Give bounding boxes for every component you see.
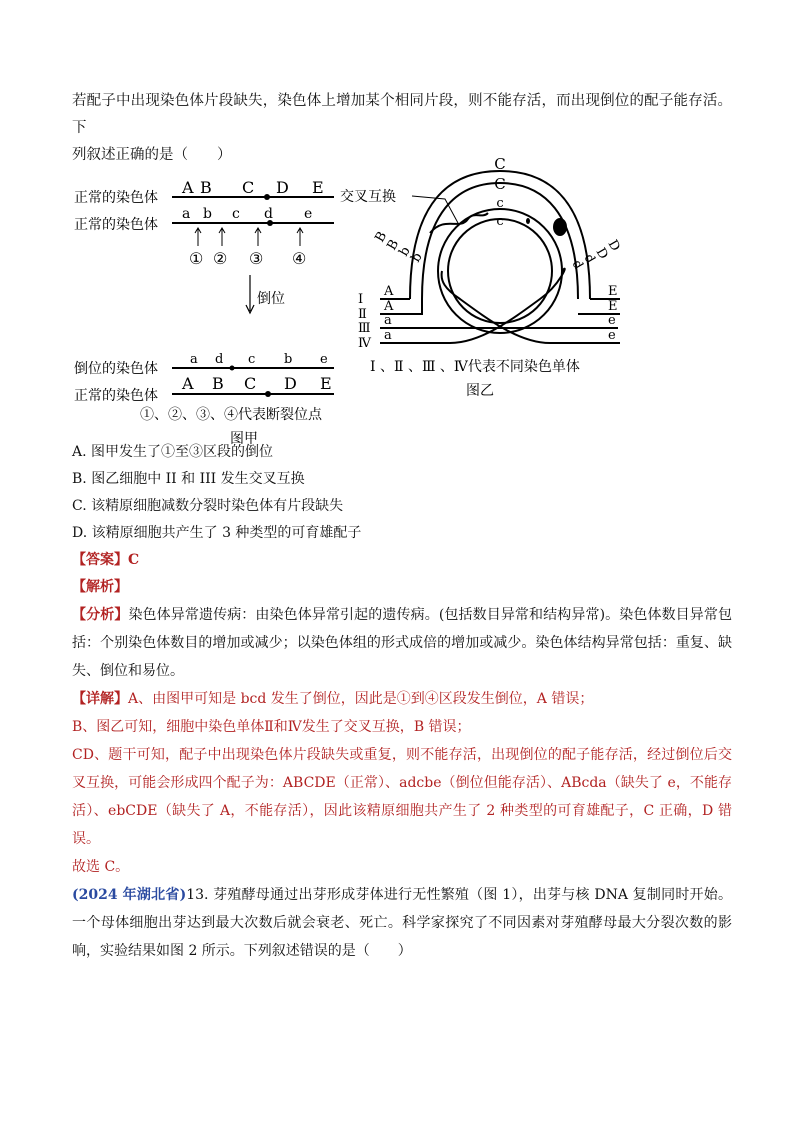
jia-gene: a: [182, 206, 191, 222]
yi-loop-top-gene: C: [494, 175, 506, 193]
fenxi-tag: 【分析】: [72, 607, 129, 623]
detail-text: 。: [115, 859, 130, 875]
option-b: B. 图乙细胞中 II 和 III 发生交叉互换: [72, 471, 305, 487]
jia-gene: A: [182, 374, 194, 393]
answer-value: C: [128, 552, 140, 568]
jia-gene: D: [284, 374, 297, 393]
jia-gene: C: [244, 374, 257, 393]
break-arrow-2: [219, 228, 225, 246]
detail-text: CD: [72, 747, 94, 763]
question-stem: [72, 88, 732, 169]
figure-yi: [340, 155, 650, 439]
yi-right-end-gene: E: [608, 299, 618, 314]
detail-text: A、由图甲可知是: [128, 691, 241, 707]
yi-right-end-gene: e: [608, 313, 616, 328]
detail-text: 错误。: [72, 803, 733, 847]
next-question-text: 芽殖酵母通过出芽形成芽体进行无性繁殖（图 1），出芽与核 DNA 复制同时开始。一个母体细胞出芽达到最大次数后就会衰老、死亡。科学家探究了不同因素对芽殖酵母最大分裂次数的影响，实验结果如图 2 所示。下列叙述错误的是（ ）: [72, 887, 732, 959]
detail-text: （缺失了: [606, 775, 668, 791]
jia-gene: b: [284, 352, 293, 367]
yi-loop-top-gene: C: [494, 155, 506, 173]
detail-text: 2: [486, 803, 496, 819]
break-point-label: ③: [249, 249, 264, 268]
chromatid-right-IV: [442, 271, 620, 343]
jia-row3-label: 倒位的染色体: [74, 361, 158, 377]
jia-centromere-3: [230, 366, 235, 371]
yi-loop-left-gene: b: [396, 244, 414, 259]
yi-left-end-gene: A: [384, 284, 394, 299]
jia-gene: c: [232, 206, 240, 222]
yi-roman: Ⅲ: [358, 321, 371, 336]
yi-left-end-gene: A: [384, 299, 394, 314]
jia-row1-label: 正常的染色体: [74, 190, 158, 206]
jia-gene: B: [212, 374, 224, 393]
option-c: C. 该精原细胞减数分裂时染色体有片段缺失: [72, 498, 344, 514]
analysis-header: [72, 574, 732, 601]
yi-roman: Ⅱ: [358, 307, 367, 322]
analysis-tag: 【解析】: [72, 579, 128, 595]
jia-centromere-4: [265, 391, 271, 397]
down-arrow: [246, 275, 254, 313]
break-arrow-3: [255, 228, 261, 246]
question-stem-line1: 若配子中出现染色体片段缺失，染色体上增加某个相同片段，则不能存活，而出现倒位的配子能存活。下: [72, 93, 732, 136]
yi-loop-right-gene: d: [568, 257, 586, 273]
yi-centromere-1: [553, 218, 567, 236]
jia-gene: E: [320, 374, 332, 393]
xiangjie-tag: 【详解】: [72, 691, 128, 707]
detail-text: C: [643, 803, 655, 819]
break-point-label: ②: [213, 249, 228, 268]
detail-text: ABCDE: [282, 775, 336, 791]
jia-gene: C: [242, 178, 255, 197]
detail-line-3: [72, 741, 732, 853]
break-arrow-4: [297, 228, 303, 246]
yi-left-end-gene: a: [384, 328, 392, 343]
detail-text: adcbe: [399, 775, 442, 791]
jia-row4-label: 正常的染色体: [74, 388, 158, 404]
break-point-label: ④: [292, 249, 307, 268]
detail-text: 故选: [72, 859, 105, 875]
detail-text: 错误；: [546, 691, 594, 707]
answer-line: [72, 547, 732, 574]
jia-gene: d: [264, 206, 273, 222]
yi-loop-left-gene: B: [372, 229, 391, 245]
yi-roman: Ⅰ: [358, 292, 364, 307]
yi-loop-right-gene: D: [604, 237, 623, 255]
yi-loop-left-gene: b: [408, 250, 426, 265]
detail-text: A: [219, 803, 231, 819]
detail-line-2: [72, 713, 732, 741]
break-arrow-1: [195, 228, 201, 246]
yi-loop-right-gene: D: [592, 245, 611, 263]
detail-text: ABcda: [561, 775, 607, 791]
yi-caption: Ⅰ 、Ⅱ 、Ⅲ 、Ⅳ代表不同染色单体: [370, 359, 580, 375]
jia-gene: e: [304, 206, 313, 222]
next-question: [72, 881, 732, 965]
detail-text: B: [413, 719, 425, 735]
jia-gene: a: [190, 352, 198, 367]
option-d: D. 该精原细胞共产生了 3 种类型的可育雄配子: [72, 525, 362, 541]
detail-text: A: [536, 691, 547, 707]
jia-gene: e: [320, 352, 328, 367]
figure-jia: [72, 171, 372, 447]
arrow-label: 倒位: [257, 291, 285, 307]
jia-gene: B: [200, 178, 212, 197]
detail-text: （缺失了: [157, 803, 220, 819]
detail-text: ，不能存活）、: [72, 775, 733, 819]
next-question-source: (2024 年湖北省): [72, 887, 187, 903]
yi-inner-ring: [448, 219, 552, 323]
detail-text: 、图乙可知，细胞中染色单体Ⅱ和Ⅳ发生了交叉互换，: [82, 719, 414, 735]
detail-text: 发生了倒位，因此是①到④区段发生倒位，: [266, 691, 537, 707]
fenxi-paragraph: [72, 601, 732, 685]
detail-text: 正确，: [654, 803, 702, 819]
detail-text: （倒位但能存活）、: [441, 775, 562, 791]
detail-text: （正常）、: [335, 775, 400, 791]
jia-gene: D: [276, 178, 289, 197]
yi-loop-left-gene: B: [384, 237, 403, 253]
chromatid-IV: [380, 269, 565, 343]
yi-right-end-gene: e: [608, 328, 616, 343]
fenxi-text: 染色体异常遗传病：由染色体异常引起的遗传病。(包括数目异常和结构异常)。染色体数目异常包括：个别染色体数目的增加或减少；以染色体组的形式成倍的增加或减少。染色体结构异常包括：重复、缺失、倒位和易位。: [72, 607, 733, 679]
yi-loop-top-gene: c: [496, 214, 504, 229]
detail-text: 种类型的可育雄配子，: [495, 803, 644, 819]
yi-loop-right-gene: d: [580, 251, 598, 267]
jia-row2-label: 正常的染色体: [74, 217, 158, 233]
detail-line-4: [72, 853, 732, 881]
yi-roman: Ⅳ: [358, 336, 371, 351]
jia-gene: b: [203, 206, 212, 222]
question-stem-line2: 列叙述正确的是（ ）: [72, 147, 232, 163]
detail-text: 、题干可知，配子中出现染色体片段缺失或重复，则不能存活，出现倒位的配子能存活，经过倒位后交叉互换，可能会形成四个配子为：: [72, 747, 732, 791]
detail-text: ，不能存活），因此该精原细胞共产生了: [230, 803, 487, 819]
jia-gene: A: [182, 178, 194, 197]
detail-text: D: [701, 803, 714, 819]
crossover-label: 交叉互换: [340, 189, 396, 205]
yi-title: 图乙: [466, 383, 494, 399]
jia-centromere-1: [264, 194, 270, 200]
option-a: A. 图甲发生了①至③区段的倒位: [72, 444, 274, 460]
page-content: [72, 88, 732, 965]
yi-loop-top-gene: c: [496, 196, 504, 211]
jia-gene: c: [248, 352, 256, 367]
jia-title: 图甲: [230, 431, 258, 447]
jia-gene: E: [312, 178, 324, 197]
yi-centromere-2: [526, 218, 530, 224]
yi-left-end-gene: a: [384, 313, 392, 328]
detail-text: C: [104, 859, 116, 875]
jia-gene: d: [215, 352, 224, 367]
detail-text: e: [667, 775, 676, 791]
break-point-label: ①: [189, 249, 204, 268]
detail-text: B: [72, 719, 83, 735]
answer-tag: 【答案】: [72, 552, 128, 568]
next-question-number: 13.: [186, 887, 209, 903]
detail-text: bcd: [240, 691, 267, 707]
jia-caption: ①、②、③、④代表断裂位点: [140, 407, 322, 423]
detail-text: 错误；: [424, 719, 471, 735]
detail-text: ebCDE: [108, 803, 158, 819]
yi-right-end-gene: E: [608, 284, 618, 299]
detail-line-1: [72, 685, 732, 713]
